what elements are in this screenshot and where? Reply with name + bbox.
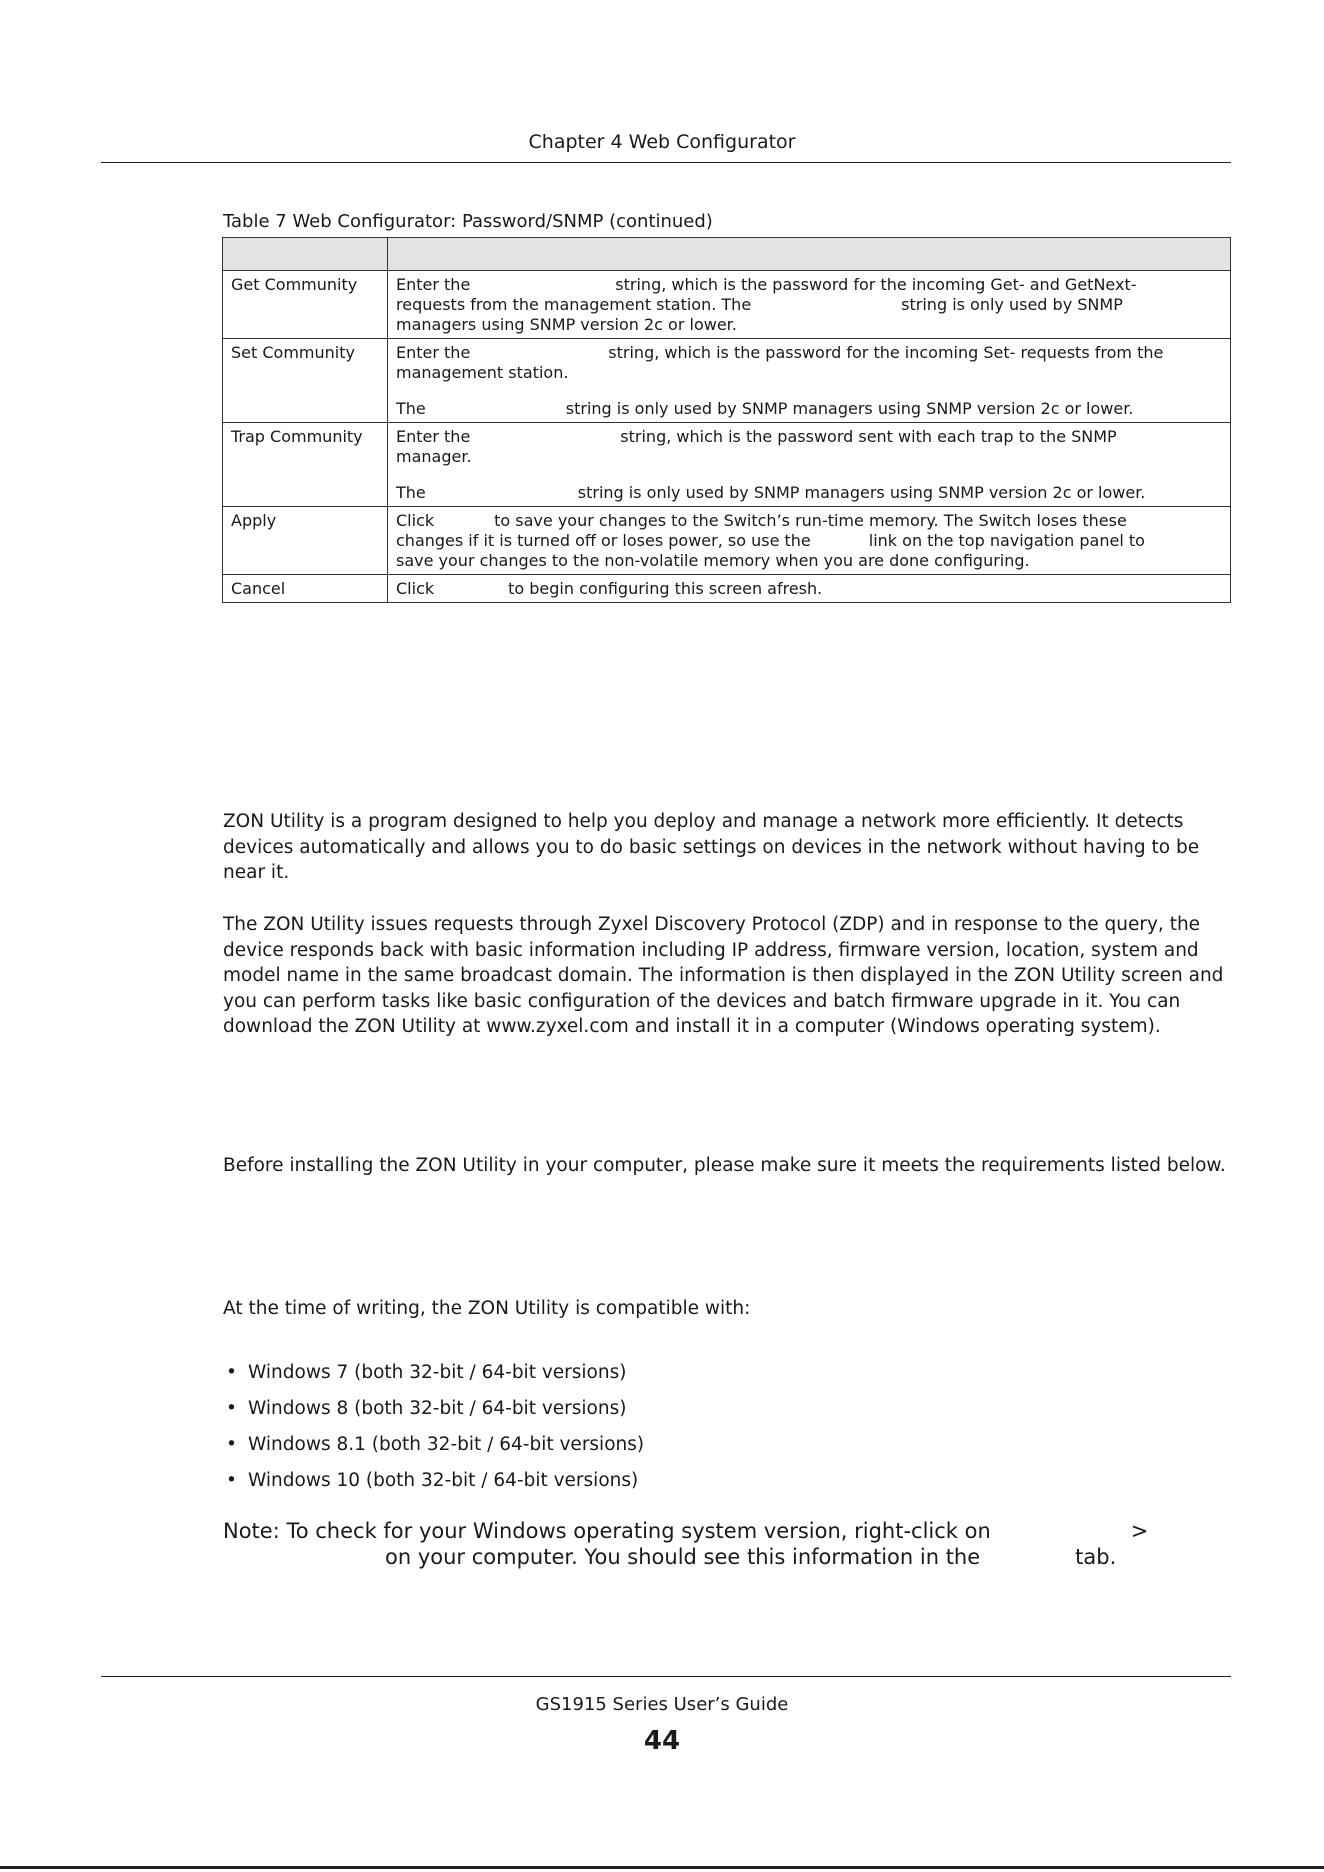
row-label: Apply xyxy=(223,507,388,575)
list-item xyxy=(223,1355,1123,1391)
note-block xyxy=(223,1518,1233,1570)
password-snmp-table xyxy=(222,237,1231,603)
row-description xyxy=(388,507,1231,575)
list-item xyxy=(223,1427,1123,1463)
before-install-paragraph: Before installing the ZON Utility in your computer, please make sure it meets the requirements listed below. xyxy=(223,1155,1226,1176)
intro-paragraph: ZON Utility is a program designed to help you deploy and manage a network more efficiently. It detects devices automatically and allows you to do basic settings on devices in the network without having to be near it. xyxy=(223,811,1200,883)
note-text: Note: To check for your Windows operating system version, right-click on xyxy=(223,1519,991,1543)
desc-text: string, which is the password for the incoming Get- and GetNext- xyxy=(615,275,1137,294)
table-row xyxy=(223,507,1231,575)
desc-text: string is only used by SNMP xyxy=(901,295,1123,314)
row-description xyxy=(388,271,1231,339)
footer-rule xyxy=(101,1676,1231,1677)
list-item-text: Windows 7 (both 32-bit / 64-bit versions) xyxy=(248,1362,627,1383)
row-description xyxy=(388,339,1231,423)
detail-paragraph: The ZON Utility issues requests through Zyxel Discovery Protocol (ZDP) and in response to the query, the device responds back with basic information including IP address, firmware version, location, system and model name in the same broadcast domain. The information is then displayed in the ZON Utility screen and you can perform tasks like basic configuration of the devices and batch firmware upgrade in it. You can download the ZON Utility at www.zyxel.com and install it in a computer (Windows operating system). xyxy=(223,914,1224,1037)
list-item xyxy=(223,1463,1123,1499)
row-description xyxy=(388,423,1231,507)
table-header-label-cell xyxy=(223,238,388,271)
row-label: Set Community xyxy=(223,339,388,423)
row-label: Get Community xyxy=(223,271,388,339)
desc-text: link on the top navigation panel to xyxy=(868,531,1145,550)
bullet-icon: • xyxy=(226,1362,237,1383)
compatibility-intro: At the time of writing, the ZON Utility is compatible with: xyxy=(223,1298,751,1319)
row-label: Cancel xyxy=(223,575,388,603)
bullet-icon: • xyxy=(226,1398,237,1419)
note-text: tab. xyxy=(1075,1545,1117,1569)
desc-text: Enter the xyxy=(396,275,471,294)
list-item-text: Windows 8.1 (both 32-bit / 64-bit versions) xyxy=(248,1434,645,1455)
desc-text: string, which is the password sent with each trap to the SNMP xyxy=(620,427,1117,446)
bottom-edge-bar xyxy=(0,1866,1324,1869)
page-number: 44 xyxy=(643,1726,681,1756)
desc-text: to save your changes to the Switch’s run-time memory. The Switch loses these xyxy=(494,511,1127,530)
table-row xyxy=(223,339,1231,423)
list-item-text: Windows 10 (both 32-bit / 64-bit versions) xyxy=(248,1470,639,1491)
desc-text: Click xyxy=(396,511,435,530)
table-row xyxy=(223,575,1231,603)
table-header-desc-cell xyxy=(388,238,1231,271)
desc-text: manager. xyxy=(396,447,472,466)
desc-text: Click xyxy=(396,579,435,598)
desc-text: Enter the xyxy=(396,343,471,362)
bullet-icon: • xyxy=(226,1470,237,1491)
note-text: on your computer. You should see this information in the xyxy=(385,1545,981,1569)
desc-text: managers using SNMP version 2c or lower. xyxy=(396,315,737,334)
header-rule xyxy=(101,162,1231,163)
desc-text: The xyxy=(396,399,426,418)
chapter-header: Chapter 4 Web Configurator xyxy=(528,131,796,153)
row-label: Trap Community xyxy=(223,423,388,507)
bullet-icon: • xyxy=(226,1434,237,1455)
footer-guide-title: GS1915 Series User’s Guide xyxy=(535,1694,789,1715)
desc-text: requests from the management station. The xyxy=(396,295,752,314)
desc-text: string, which is the password for the incoming Set- requests from the xyxy=(608,343,1164,362)
desc-text: The xyxy=(396,483,426,502)
desc-text: changes if it is turned off or loses power, so use the xyxy=(396,531,811,550)
note-text: > xyxy=(1130,1519,1149,1543)
os-compatibility-list xyxy=(223,1355,1123,1499)
list-item-text: Windows 8 (both 32-bit / 64-bit versions) xyxy=(248,1398,627,1419)
desc-text: management station. xyxy=(396,363,569,382)
table-header-row xyxy=(223,238,1231,271)
table-row xyxy=(223,271,1231,339)
desc-text: to begin configuring this screen afresh. xyxy=(508,579,823,598)
table-row xyxy=(223,423,1231,507)
desc-text: save your changes to the non-volatile memory when you are done configuring. xyxy=(396,551,1030,570)
desc-text: string is only used by SNMP managers using SNMP version 2c or lower. xyxy=(577,483,1146,502)
list-item xyxy=(223,1391,1123,1427)
desc-text: string is only used by SNMP managers using SNMP version 2c or lower. xyxy=(565,399,1134,418)
row-description xyxy=(388,575,1231,603)
table-caption: Table 7 Web Configurator: Password/SNMP (continued) xyxy=(223,211,713,232)
desc-text: Enter the xyxy=(396,427,471,446)
